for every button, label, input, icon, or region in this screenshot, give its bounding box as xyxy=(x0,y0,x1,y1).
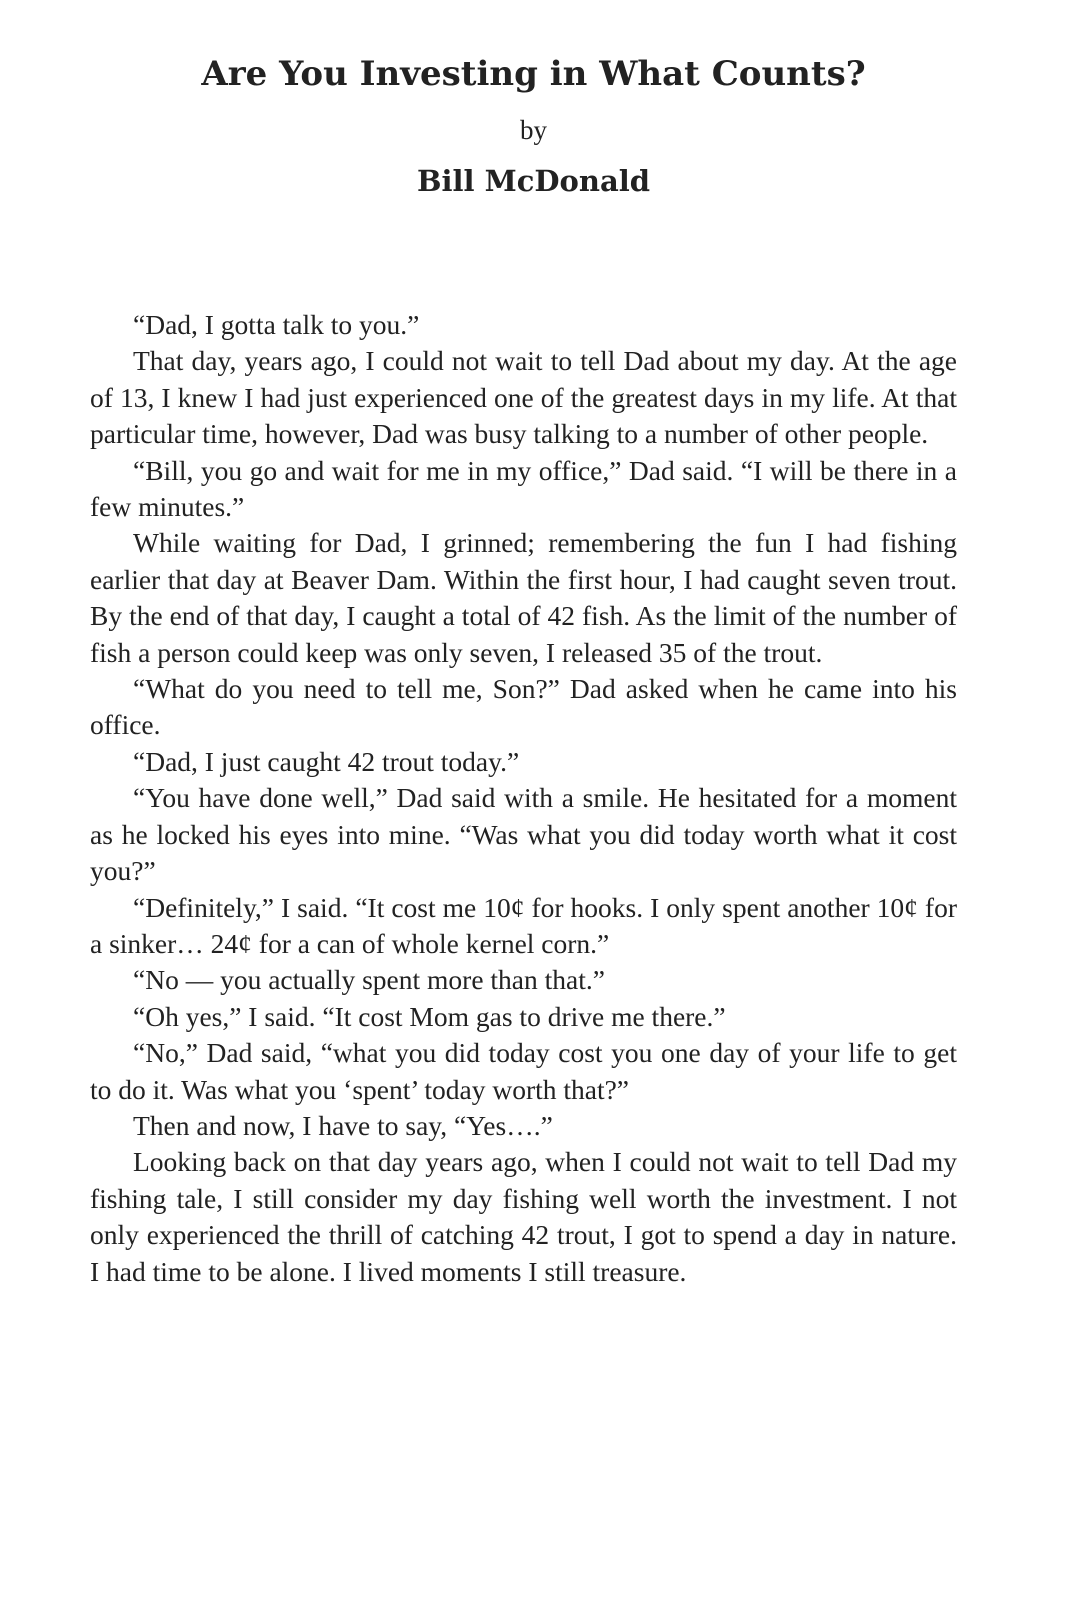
paragraph: That day, years ago, I could not wait to tell Dad about my day. At the age of 13, I knew I had just experienced one of the greatest days in my life. At that particular time, however, Dad was busy talking to a number of other people. xyxy=(90,345,957,450)
paragraph: “What do you need to tell me, Son?” Dad asked when he came into his office. xyxy=(90,673,957,741)
paragraph: “No,” Dad said, “what you did today cost you one day of your life to get to do it. Was what you ‘spent’ today worth that?” xyxy=(90,1037,957,1105)
author-name: Bill McDonald xyxy=(416,164,651,198)
paragraph: “No — you actually spent more than that.” xyxy=(133,964,605,996)
paragraph: “Bill, you go and wait for me in my office,” Dad said. “I will be there in a few minutes.” xyxy=(90,454,957,523)
paragraph: “Oh yes,” I said. “It cost Mom gas to drive me there.” xyxy=(133,1000,726,1032)
paragraph: Then and now, I have to say, “Yes….” xyxy=(133,1109,553,1141)
paragraph: “Definitely,” I said. “It cost me 10¢ for hooks. I only spent another 10¢ for a sinker… 24¢ for a can of whole kernel corn.” xyxy=(90,891,957,959)
article-title: Are You Investing in What Counts? xyxy=(201,54,866,94)
byline: by xyxy=(520,115,547,145)
paragraph: “Dad, I just caught 42 trout today.” xyxy=(133,745,520,777)
paragraph: “You have done well,” Dad said with a smile. He hesitated for a moment as he locked his eyes into mine. “Was what you did today worth what it cost you?” xyxy=(90,782,957,887)
article-body xyxy=(90,307,957,1290)
paragraph: “Dad, I gotta talk to you.” xyxy=(133,309,420,340)
paragraph: Looking back on that day years ago, when I could not wait to tell Dad my fishing tale, I still consider my day fishing well worth the investment. I not only experienced the thrill of catching 42 trout, I got to spend a day in nature. I had time to be alone. I lived moments I still treasure. xyxy=(90,1146,957,1287)
paragraph: While waiting for Dad, I grinned; remembering the fun I had fishing earlier that day at Beaver Dam. Within the first hour, I had caught seven trout. By the end of that day, I caught a total of 42 fish. As the limit of the number of fish a person could keep was only seven, I released 35 of the trout. xyxy=(90,527,957,668)
